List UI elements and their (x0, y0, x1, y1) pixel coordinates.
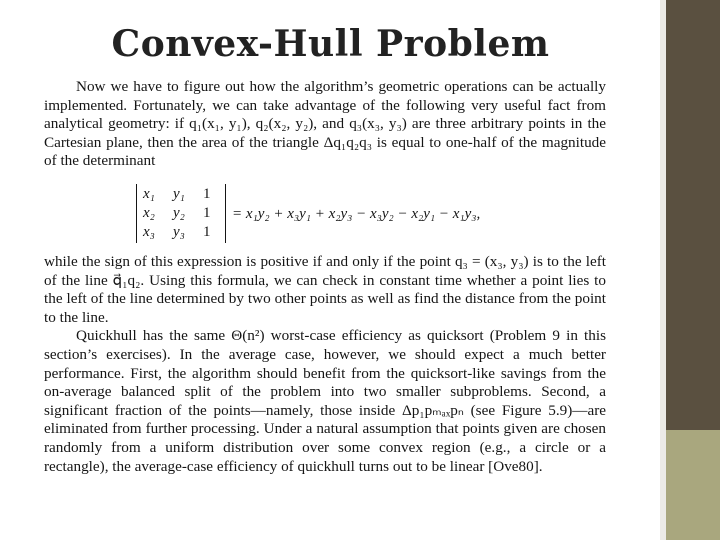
determinant-matrix (136, 184, 226, 243)
matrix-cell: y₁ (173, 186, 185, 203)
matrix-cell: x₃ (143, 224, 155, 241)
matrix-cell: 1 (203, 224, 211, 241)
matrix-cell: x₁ (143, 186, 155, 203)
slide-title: Convex-Hull Problem (111, 23, 550, 65)
matrix-cell: x₂ (143, 205, 155, 222)
matrix-cell: y₃ (173, 224, 185, 241)
determinant-formula (136, 181, 606, 247)
matrix-cell: 1 (203, 205, 211, 222)
paragraph-efficiency: Quickhull has the same Θ(n²) worst-case efficiency as quicksort (Problem 9 in this section’s exercises). In the average case, however, we should expect a much better performance. First, the algorithm should benefit from the quicksort-like savings from the on-average balanced split of the problem into two smaller subproblems. Second, a significant fraction of the points—namely, those inside Δp₁pₘₐₓpₙ (see Figure 5.9)—are eliminated from further processing. Under a natural assumption that points given are chosen randomly from a uniform distribution over some convex region (e.g., a circle or a rectangle), the average-case efficiency of quickhull turns out to be linear [Ove80]. (44, 327, 606, 475)
decorative-bar-dark (666, 0, 720, 430)
formula-expansion: = x₁y₂ + x₃y₁ + x₂y₃ − x₃y₂ − x₂y₁ − x₁y₃, (232, 205, 481, 222)
decorative-bar-light (666, 430, 720, 540)
textbook-excerpt (44, 78, 606, 528)
matrix-cell: 1 (203, 186, 211, 203)
paragraph-sign-test: while the sign of this expression is positive if and only if the point q₃ = (x₃, y₃) is to the left of the line q⃗₁q₂. Using this formula, we can check in constant time whether a point lies to the left of the line determined by two other points as well as find the distance from the point to the line. (44, 252, 606, 326)
matrix-cell: y₂ (173, 205, 185, 222)
paragraph-determinant-intro: Now we have to figure out how the algorithm’s geometric operations can be actually implemented. Fortunately, we can take advantage of the following very useful fact from analytical geometry: if q₁(x₁, y₁), q₂(x₂, y₂), and q₃(x₃, y₃) are three arbitrary points in the Cartesian plane, then the area of the triangle Δq₁q₂q₃ is equal to one-half of the magnitude of the determinant (44, 78, 606, 170)
